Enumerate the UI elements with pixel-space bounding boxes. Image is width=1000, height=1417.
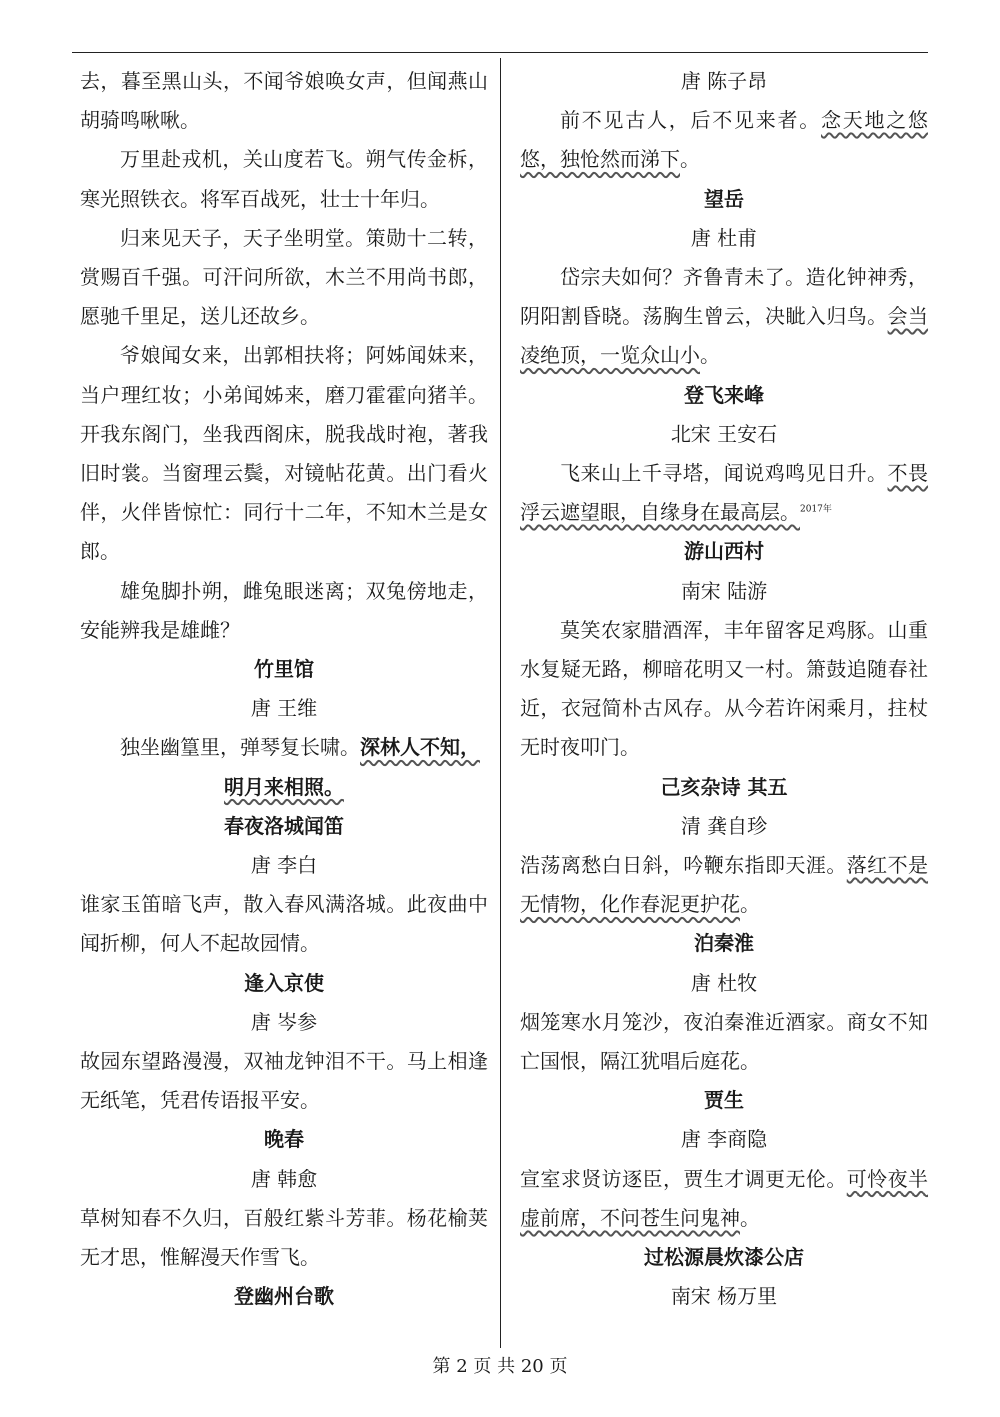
poem-text-youzhou bbox=[520, 101, 928, 179]
poem-title-songyuan: 过松源晨炊漆公店 bbox=[644, 1245, 804, 1270]
top-rule bbox=[72, 52, 928, 53]
poem-line-underlined: 不畏浮云遮望眼，自缘身在最高层。 bbox=[520, 461, 929, 525]
poem-text-fengru: 故园东望路漫漫，双袖龙钟泪不干。马上相逢无纸笔，凭君传语报平安。 bbox=[80, 1049, 488, 1113]
poem-author-jihai: 清 龚自珍 bbox=[680, 813, 768, 838]
poem-title-chunye: 春夜洛城闻笛 bbox=[224, 813, 344, 838]
poem-line-underlined: 明月来相照。 bbox=[224, 774, 344, 799]
poem-author-songyuan: 南宋 杨万里 bbox=[670, 1284, 778, 1309]
poem-text-zhuliguan bbox=[80, 728, 488, 767]
column-divider bbox=[500, 58, 501, 1348]
poem-text-zhuliguan-cont bbox=[80, 768, 488, 807]
poem-title-jiasheng: 贾生 bbox=[704, 1088, 744, 1113]
poem-title-fengru: 逢入京使 bbox=[244, 970, 324, 995]
poem-author-youzhou: 唐 陈子昂 bbox=[680, 69, 768, 93]
poem-line-underlined: 会当凌绝顶，一览众山小 bbox=[520, 304, 929, 368]
poem-author-feilai: 北宋 王安石 bbox=[670, 421, 778, 446]
poem-line-underlined: 深林人不知， bbox=[360, 735, 480, 760]
poem-title-wanchun: 晚春 bbox=[264, 1127, 304, 1152]
right-column bbox=[520, 62, 928, 1317]
page-footer: 第 2 页 共 20 页 bbox=[432, 1356, 568, 1377]
poem-author-chunye: 唐 李白 bbox=[250, 853, 318, 878]
mulan-para-4: 爷娘闻女来，出郭相扶将；阿姊闻妹来，当户理红妆；小弟闻姊来，磨刀霍霍向猪羊。开我东阁门，坐我西阁床，脱我战时袍，著我旧时裳。当窗理云鬓，对镜帖花黄。出门看火伴，火伴皆惊忙：同行十二年，不知木兰是女郎。 bbox=[80, 343, 488, 564]
mulan-para-1: 去，暮至黑山头，不闻爷娘唤女声，但闻燕山胡骑鸣啾啾。 bbox=[80, 69, 488, 133]
poem-line-underlined: 可怜夜半虚前席，不问苍生问鬼神 bbox=[520, 1166, 929, 1230]
poem-line-end: 。 bbox=[740, 892, 760, 917]
poem-text-wangyue bbox=[520, 258, 928, 376]
poem-line-underlined: 落红不是无情物，化作春泥更护花 bbox=[520, 853, 929, 917]
poem-author-wangyue: 唐 杜甫 bbox=[690, 225, 758, 250]
poem-author-fengru: 唐 岑参 bbox=[250, 1009, 318, 1034]
poem-line-end: 。 bbox=[680, 147, 700, 172]
poem-title-shancun: 游山西村 bbox=[684, 539, 764, 564]
poem-line-underlined: 念天地之悠悠，独怆然而涕下 bbox=[520, 108, 928, 172]
poem-line-end: 。 bbox=[740, 1205, 760, 1230]
poem-title-youzhou: 登幽州台歌 bbox=[234, 1284, 334, 1309]
poem-title-zhuliguan: 竹里馆 bbox=[254, 657, 314, 682]
poem-author-zhuliguan: 唐 王维 bbox=[250, 696, 318, 721]
poem-title-wangyue: 望岳 bbox=[704, 186, 744, 211]
poem-author-wanchun: 唐 韩愈 bbox=[250, 1166, 318, 1191]
mulan-para-3: 归来见天子，天子坐明堂。策勋十二转，赏赐百千强。可汗问所欲，木兰不用尚书郎，愿驰千里足，送儿还故乡。 bbox=[80, 225, 488, 329]
poem-text-shancun: 莫笑农家腊酒浑，丰年留客足鸡豚。山重水复疑无路，柳暗花明又一村。箫鼓追随春社近，衣冠简朴古风存。从今若许闲乘月，拄杖无时夜叩门。 bbox=[520, 617, 928, 760]
poem-text-chunye: 谁家玉笛暗飞声，散入春风满洛城。此夜曲中闻折柳，何人不起故园情。 bbox=[80, 892, 488, 956]
left-column bbox=[80, 62, 488, 1317]
poem-text-jiasheng bbox=[520, 1160, 928, 1238]
poem-text-wanchun: 草树知春不久归，百般红紫斗芳菲。杨花榆荚无才思，惟解漫天作雪飞。 bbox=[80, 1205, 488, 1270]
poem-title-feilai: 登飞来峰 bbox=[684, 382, 764, 407]
poem-author-shancun: 南宋 陆游 bbox=[680, 578, 768, 603]
poem-title-qinhuai: 泊秦淮 bbox=[694, 931, 754, 956]
mulan-para-2: 万里赴戎机，关山度若飞。朔气传金柝，寒光照铁衣。将军百战死，壮士十年归。 bbox=[80, 147, 488, 211]
poem-line-plain: 飞来山上千寻塔，闻说鸡鸣见日升。 bbox=[560, 461, 888, 486]
poem-line-end: 。 bbox=[700, 343, 720, 368]
mulan-para-5: 雄兔脚扑朔，雌兔眼迷离；双兔傍地走，安能辨我是雄雌？ bbox=[80, 578, 488, 642]
poem-text-jihai bbox=[520, 846, 928, 924]
exam-year-note: 2017年 bbox=[800, 504, 832, 515]
poem-line-plain: 宣室求贤访逐臣，贾生才调更无伦。 bbox=[520, 1166, 847, 1191]
poem-line-plain: 前不见古人，后不见来者。 bbox=[560, 108, 821, 133]
poem-author-jiasheng: 唐 李商隐 bbox=[680, 1127, 768, 1152]
poem-line-plain: 岱宗夫如何？齐鲁青未了。造化钟神秀，阴阳割昏晓。荡胸生曾云，决眦入归鸟。 bbox=[520, 265, 928, 329]
poem-title-jihai: 己亥杂诗 其五 bbox=[660, 774, 788, 799]
poem-line-plain: 独坐幽篁里，弹琴复长啸。 bbox=[120, 735, 360, 760]
poem-text-feilai bbox=[520, 454, 928, 532]
poem-text-qinhuai: 烟笼寒水月笼沙，夜泊秦淮近酒家。商女不知亡国恨，隔江犹唱后庭花。 bbox=[520, 1009, 928, 1074]
poem-line-plain: 浩荡离愁白日斜，吟鞭东指即天涯。 bbox=[520, 853, 847, 878]
poem-author-qinhuai: 唐 杜牧 bbox=[690, 970, 758, 995]
